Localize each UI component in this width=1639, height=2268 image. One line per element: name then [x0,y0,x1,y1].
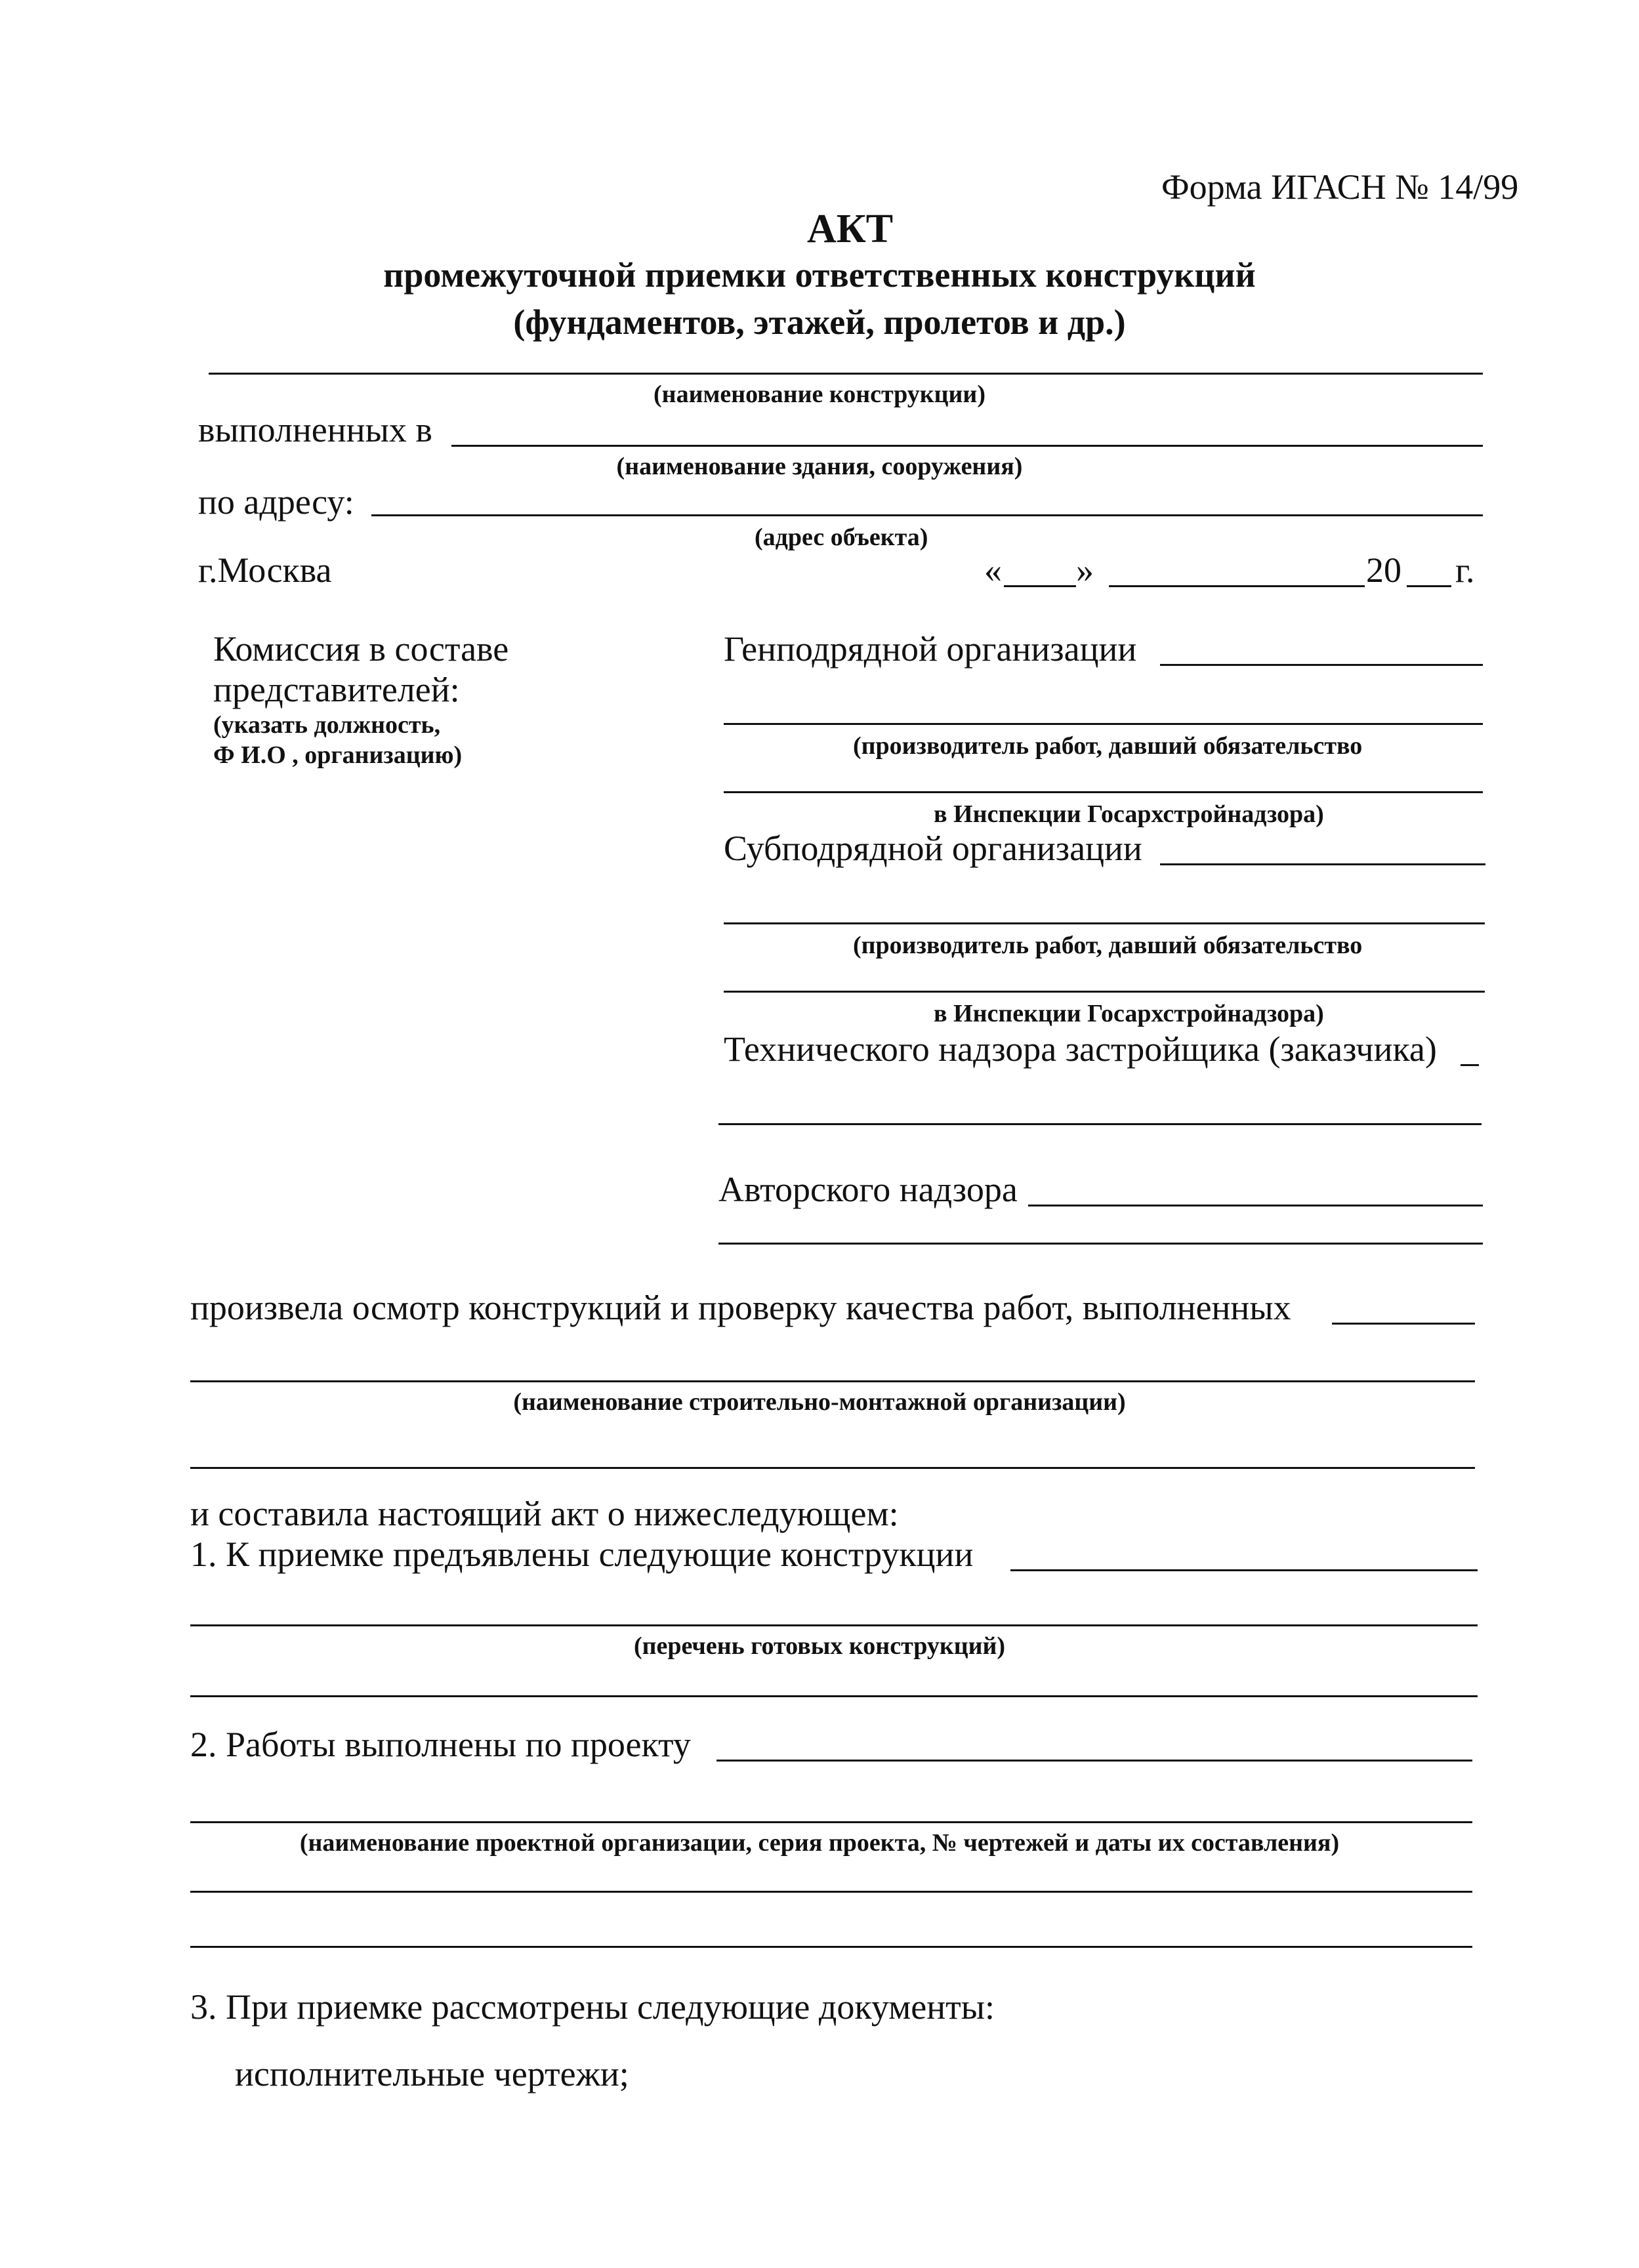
author-supervision-line-1[interactable] [1028,1205,1483,1206]
general-contractor-hint-2: в Инспекции Госархстройнадзора) [934,800,1324,828]
item-2-line-3[interactable] [190,1946,1472,1948]
date-day-line[interactable] [1004,585,1076,587]
commission-hint-2: Ф И.О , организацию) [213,741,463,769]
general-contractor-line-3[interactable] [724,791,1483,793]
subcontractor-hint-1: (производитель работ, давший обязательство [853,932,1363,959]
item-1-line-0[interactable] [1010,1569,1478,1571]
item-2-line-1[interactable] [190,1821,1472,1823]
subcontractor-label: Субподрядной организации [724,829,1142,868]
date-month-line[interactable] [1109,585,1365,587]
date-year-prefix: 20 [1366,550,1401,590]
item-2-line-2[interactable] [190,1891,1472,1893]
author-supervision-label: Авторского надзора [718,1170,1018,1209]
general-contractor-label: Генподрядной организации [724,629,1137,669]
organization-hint: (наименование строительно-монтажной организации) [513,1388,1126,1416]
general-contractor-hint-1: (производитель работ, давший обязательство [853,732,1363,760]
date-open-quote: « [984,550,1002,590]
document-subtitle-2: (фундаментов, этажей, пролетов и др.) [513,302,1126,342]
performed-in-label: выполненных в [198,410,432,449]
general-contractor-line-1[interactable] [1160,664,1483,666]
address-line[interactable] [371,514,1483,516]
organization-line-2[interactable] [190,1467,1475,1469]
address-hint: (адрес объекта) [755,524,928,551]
technical-supervision-line-0[interactable] [1461,1064,1479,1066]
building-name-line[interactable] [451,445,1483,447]
technical-supervision-line-1[interactable] [718,1123,1482,1125]
date-close-quote: » [1076,550,1094,590]
technical-supervision-label: Технического надзора застройщика (заказчика) [724,1029,1437,1069]
compiled-text: и составила настоящий акт о нижеследующем: [190,1494,899,1533]
commission-line-2: представителей: [213,670,460,709]
commission-hint-1: (указать должность, [213,711,441,739]
subcontractor-line-2[interactable] [724,922,1485,924]
city-label: г.Москва [198,550,332,590]
item-3-sub: исполнительные чертежи; [235,2054,629,2093]
general-contractor-line-2[interactable] [724,723,1483,725]
subcontractor-hint-2: в Инспекции Госархстройнадзора) [934,1000,1324,1027]
item-1-line-2[interactable] [190,1695,1478,1697]
organization-line-1[interactable] [190,1380,1475,1382]
item-1-line-1[interactable] [190,1624,1478,1626]
date-year-suffix: г. [1455,550,1475,590]
item-1-hint: (перечень готовых конструкций) [633,1632,1006,1660]
document-subtitle-1: промежуточной приемки ответственных конструкций [383,255,1256,295]
construction-name-line[interactable] [209,373,1483,375]
subcontractor-line-3[interactable] [724,991,1485,993]
building-name-hint: (наименование здания, сооружения) [616,453,1023,480]
construction-name-hint: (наименование конструкции) [654,381,985,408]
inspected-text: произвела осмотр конструкций и проверку качества работ, выполненных [190,1288,1291,1327]
item-2-hint: (наименование проектной организации, серия проекта, № чертежей и даты их составления) [299,1829,1340,1857]
commission-line-1: Комиссия в составе [213,629,509,669]
date-year-line[interactable] [1407,585,1451,587]
item-2-line-0[interactable] [716,1760,1472,1762]
item-3-text: 3. При приемке рассмотрены следующие документы: [190,1987,995,2027]
item-1-text: 1. К приемке предъявлены следующие конструкции [190,1535,974,1574]
address-label: по адресу: [198,482,354,522]
form-number: Форма ИГАСН № 14/99 [1161,167,1519,207]
subcontractor-line-1[interactable] [1160,863,1485,865]
document-title: АКТ [807,207,894,251]
author-supervision-line-2[interactable] [718,1243,1483,1245]
item-2-text: 2. Работы выполнены по проекту [190,1725,691,1764]
organization-line-0[interactable] [1332,1323,1475,1325]
